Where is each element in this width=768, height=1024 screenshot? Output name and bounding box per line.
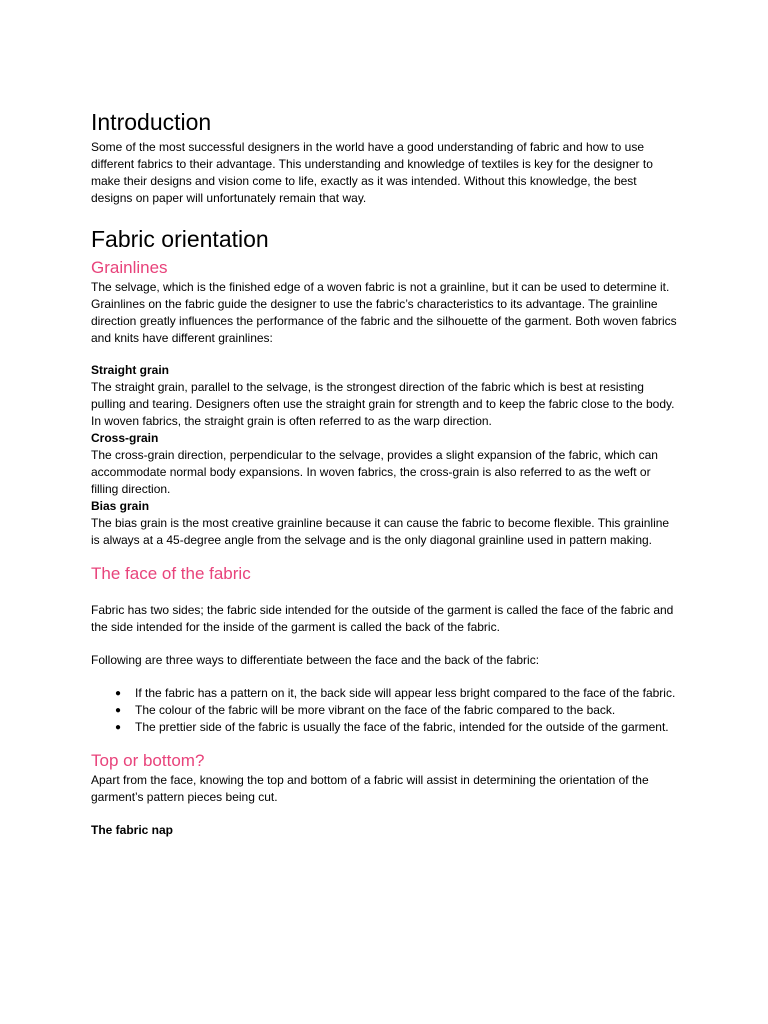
bullet-icon: ● <box>115 688 122 699</box>
bullet-text: If the fabric has a pattern on it, the back side will appear less bright compared to the face of the fabric. <box>135 686 676 700</box>
list-item <box>91 719 681 736</box>
bias-grain-paragraph: The bias grain is the most creative grainline because it can cause the fabric to become flexible. This grainline is always at a 45-degree angle from the selvage and is the only diagonal grainline used in pattern making. <box>91 516 670 547</box>
list-item <box>91 685 681 702</box>
face-paragraph-1: Fabric has two sides; the fabric side intended for the outside of the garment is called the face of the fabric and the side intended for the inside of the garment is called the back of the fabric. <box>91 603 674 634</box>
bullet-icon: ● <box>115 722 122 733</box>
intro-heading: Introduction <box>91 109 212 135</box>
bullet-icon: ● <box>115 705 122 716</box>
face-bullet-list <box>91 685 681 736</box>
top-bottom-paragraph: Apart from the face, knowing the top and bottom of a fabric will assist in determining the orientation of the garment’s pattern pieces being cut. <box>91 773 649 804</box>
document-page <box>91 108 681 839</box>
cross-grain-paragraph: The cross-grain direction, perpendicular to the selvage, provides a slight expansion of the fabric, which can accommodate normal body expansions. In woven fabrics, the cross-grain is also referred to as the weft or filling direction. <box>91 448 658 496</box>
bias-grain-heading: Bias grain <box>91 499 150 513</box>
list-item <box>91 702 681 719</box>
cross-grain-heading: Cross-grain <box>91 431 159 445</box>
top-or-bottom-heading: Top or bottom? <box>91 751 205 770</box>
bullet-text: The colour of the fabric will be more vibrant on the face of the fabric compared to the back. <box>135 703 616 717</box>
face-of-fabric-heading: The face of the fabric <box>91 564 251 583</box>
intro-paragraph: Some of the most successful designers in the world have a good understanding of fabric and how to use different fabrics to their advantage. This understanding and knowledge of textiles is key for the designer to make their designs and vision come to life, exactly as it was intended. Without this knowledge, the best designs on paper will unfortunately remain that way. <box>91 140 653 205</box>
straight-grain-heading: Straight grain <box>91 363 170 377</box>
bullet-text: The prettier side of the fabric is usually the face of the fabric, intended for the outside of the garment. <box>135 720 669 734</box>
grainlines-heading: Grainlines <box>91 258 168 277</box>
fabric-orientation-heading: Fabric orientation <box>91 226 269 252</box>
face-paragraph-2: Following are three ways to differentiate between the face and the back of the fabric: <box>91 653 540 667</box>
grainlines-paragraph: The selvage, which is the finished edge of a woven fabric is not a grainline, but it can be used to determine it. Grainlines on the fabric guide the designer to use the fabric’s characteristics to its advantage. The grainline direction greatly influences the performance of the fabric and the silhouette of the garment. Both woven fabrics and knits have different grainlines: <box>91 280 677 345</box>
fabric-nap-heading: The fabric nap <box>91 823 174 837</box>
straight-grain-paragraph: The straight grain, parallel to the selvage, is the strongest direction of the fabric which is best at resisting pulling and tearing. Designers often use the straight grain for strength and to keep the fabric close to the body. In woven fabrics, the straight grain is often referred to as the warp direction. <box>91 380 675 428</box>
